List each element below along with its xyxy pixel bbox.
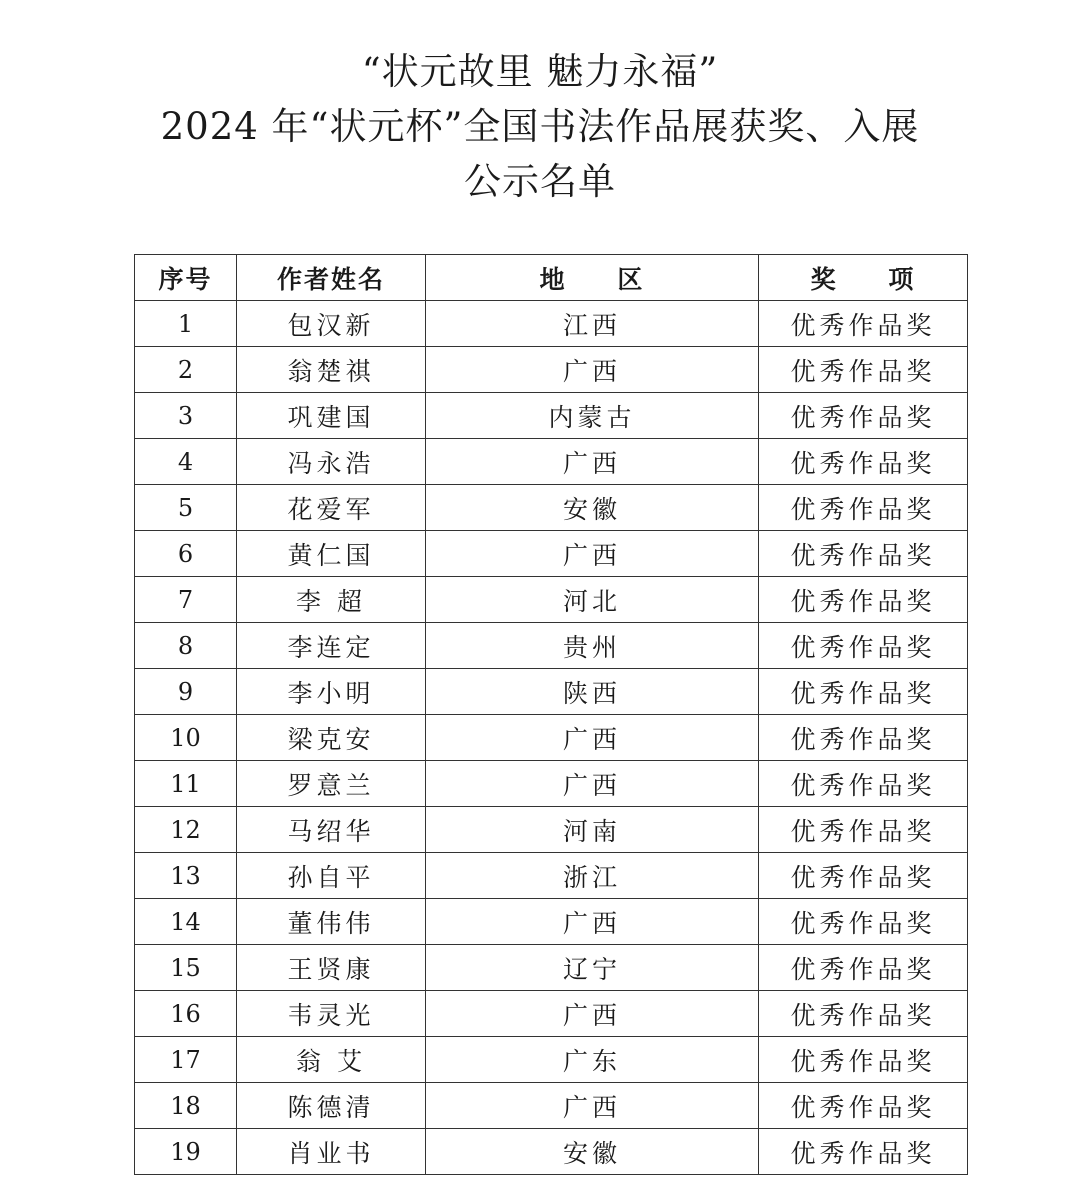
cell-region: 广西 (426, 991, 759, 1037)
cell-author-name: 韦灵光 (237, 991, 426, 1037)
cell-number: 9 (135, 669, 237, 715)
cell-award: 优秀作品奖 (759, 807, 968, 853)
cell-region: 安徽 (426, 1129, 759, 1175)
cell-number: 11 (135, 761, 237, 807)
cell-author-name: 梁克安 (237, 715, 426, 761)
table-row (135, 761, 968, 807)
cell-author-name: 肖业书 (237, 1129, 426, 1175)
header-author-name: 作者姓名 (237, 255, 426, 301)
table-row (135, 945, 968, 991)
cell-award: 优秀作品奖 (759, 531, 968, 577)
cell-award: 优秀作品奖 (759, 761, 968, 807)
award-list-table (134, 254, 968, 1175)
cell-author-name: 李连定 (237, 623, 426, 669)
table-row (135, 1083, 968, 1129)
cell-region: 江西 (426, 301, 759, 347)
cell-award: 优秀作品奖 (759, 899, 968, 945)
cell-number: 3 (135, 393, 237, 439)
cell-award: 优秀作品奖 (759, 439, 968, 485)
table-row (135, 347, 968, 393)
cell-award: 优秀作品奖 (759, 393, 968, 439)
cell-number: 4 (135, 439, 237, 485)
cell-award: 优秀作品奖 (759, 623, 968, 669)
table-row (135, 439, 968, 485)
cell-author-name: 陈德清 (237, 1083, 426, 1129)
cell-region: 辽宁 (426, 945, 759, 991)
cell-number: 1 (135, 301, 237, 347)
cell-award: 优秀作品奖 (759, 301, 968, 347)
cell-region: 广西 (426, 1083, 759, 1129)
cell-number: 17 (135, 1037, 237, 1083)
cell-number: 15 (135, 945, 237, 991)
document-title (0, 44, 1080, 209)
table-row (135, 531, 968, 577)
cell-author-name: 孙自平 (237, 853, 426, 899)
cell-award: 优秀作品奖 (759, 991, 968, 1037)
table-row (135, 623, 968, 669)
cell-number: 14 (135, 899, 237, 945)
table-row (135, 853, 968, 899)
cell-author-name: 冯永浩 (237, 439, 426, 485)
cell-region: 广西 (426, 531, 759, 577)
title-line-2: 2024 年“状元杯”全国书法作品展获奖、入展 (160, 105, 920, 148)
table-row (135, 485, 968, 531)
cell-award: 优秀作品奖 (759, 577, 968, 623)
header-region: 地 区 (426, 255, 759, 301)
cell-region: 广东 (426, 1037, 759, 1083)
cell-author-name: 花爱军 (237, 485, 426, 531)
title-line-3: 公示名单 (464, 160, 616, 203)
cell-region: 广西 (426, 347, 759, 393)
table-row (135, 991, 968, 1037)
cell-author-name: 翁 艾 (237, 1037, 426, 1083)
cell-award: 优秀作品奖 (759, 945, 968, 991)
table-row (135, 669, 968, 715)
cell-number: 18 (135, 1083, 237, 1129)
cell-region: 广西 (426, 439, 759, 485)
cell-author-name: 罗意兰 (237, 761, 426, 807)
cell-number: 8 (135, 623, 237, 669)
table-row (135, 301, 968, 347)
cell-award: 优秀作品奖 (759, 669, 968, 715)
table-row (135, 393, 968, 439)
title-line-1: “状元故里 魅力永福” (361, 50, 719, 93)
cell-region: 广西 (426, 715, 759, 761)
cell-region: 广西 (426, 899, 759, 945)
cell-region: 内蒙古 (426, 393, 759, 439)
table-row (135, 715, 968, 761)
cell-award: 优秀作品奖 (759, 1083, 968, 1129)
table-row (135, 1037, 968, 1083)
cell-number: 5 (135, 485, 237, 531)
cell-region: 广西 (426, 761, 759, 807)
table-row (135, 1129, 968, 1175)
cell-region: 浙江 (426, 853, 759, 899)
cell-number: 6 (135, 531, 237, 577)
cell-author-name: 董伟伟 (237, 899, 426, 945)
cell-number: 7 (135, 577, 237, 623)
cell-number: 10 (135, 715, 237, 761)
table-row (135, 807, 968, 853)
cell-number: 12 (135, 807, 237, 853)
cell-region: 河北 (426, 577, 759, 623)
cell-region: 贵州 (426, 623, 759, 669)
header-award: 奖 项 (759, 255, 968, 301)
cell-author-name: 李 超 (237, 577, 426, 623)
cell-number: 13 (135, 853, 237, 899)
table-header-row (135, 255, 968, 301)
cell-author-name: 包汉新 (237, 301, 426, 347)
cell-award: 优秀作品奖 (759, 485, 968, 531)
cell-number: 2 (135, 347, 237, 393)
cell-award: 优秀作品奖 (759, 1129, 968, 1175)
cell-author-name: 巩建国 (237, 393, 426, 439)
table-row (135, 899, 968, 945)
cell-award: 优秀作品奖 (759, 347, 968, 393)
cell-award: 优秀作品奖 (759, 853, 968, 899)
cell-award: 优秀作品奖 (759, 715, 968, 761)
cell-region: 河南 (426, 807, 759, 853)
cell-author-name: 黄仁国 (237, 531, 426, 577)
cell-region: 安徽 (426, 485, 759, 531)
cell-region: 陕西 (426, 669, 759, 715)
table-row (135, 577, 968, 623)
cell-author-name: 马绍华 (237, 807, 426, 853)
cell-number: 19 (135, 1129, 237, 1175)
cell-author-name: 李小明 (237, 669, 426, 715)
cell-number: 16 (135, 991, 237, 1037)
cell-award: 优秀作品奖 (759, 1037, 968, 1083)
table-body (135, 301, 968, 1175)
header-number: 序号 (135, 255, 237, 301)
cell-author-name: 翁楚祺 (237, 347, 426, 393)
cell-author-name: 王贤康 (237, 945, 426, 991)
